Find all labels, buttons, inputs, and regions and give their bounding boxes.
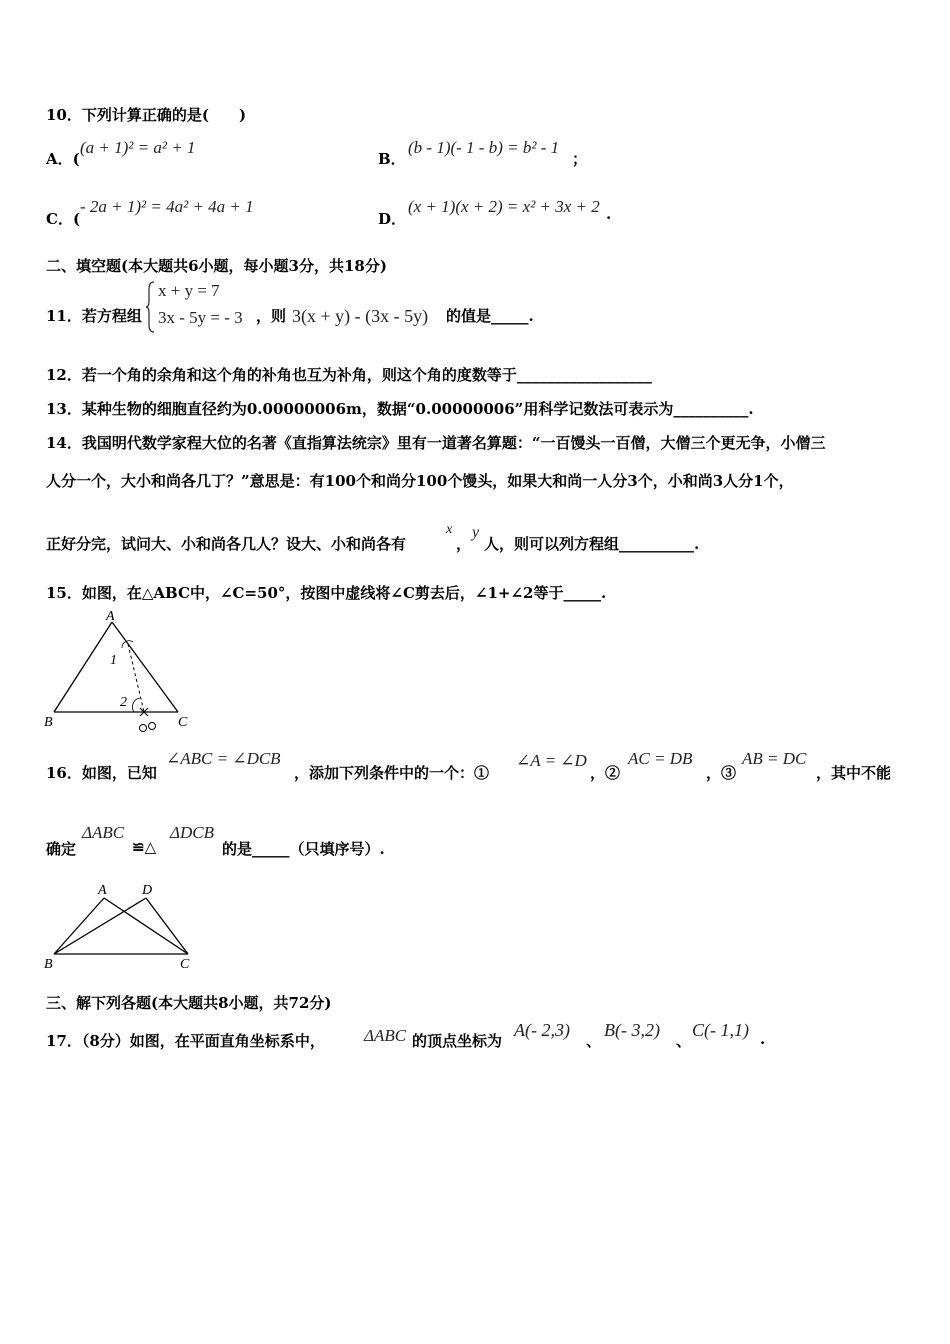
q15-label-b: B bbox=[44, 715, 53, 730]
q10-option-c-expr: - 2a + 1)² = 4a² + 4a + 1 bbox=[80, 197, 254, 216]
q14-var-x: x bbox=[446, 522, 453, 537]
q15-label-1: 1 bbox=[110, 653, 117, 668]
q16-condition-3: AB = DC bbox=[742, 749, 807, 768]
q16-sep-3: ，③ bbox=[706, 764, 737, 782]
q11-suffix: 的值是_____. bbox=[446, 307, 534, 325]
q14-line-1: 14．我国明代数学家程大位的名著《直指算法统宗》里有一道著名算题：“一百馒头一百僧，大僧三个更无争，小僧三 bbox=[46, 434, 826, 452]
q16-line2-a: 确定 bbox=[46, 840, 77, 858]
q14-var-y: y bbox=[472, 524, 480, 541]
q16-condition-2: AC = DB bbox=[628, 749, 693, 768]
q13-text: 13．某种生物的细胞直径约为0.00000006m，数据“0.00000006”用科学记数法可表示为__________. bbox=[46, 400, 754, 418]
q17-point-b: B(- 3,2) bbox=[604, 1020, 660, 1040]
q15-label-2: 2 bbox=[120, 695, 127, 710]
q14-line-2: 人分一个，大小和尚各几丁？”意思是：有100个和尚分100个馒头，如果大和尚一人分3个，小和尚3人分1个， bbox=[46, 472, 794, 490]
q17-sep-1: 、 bbox=[586, 1032, 602, 1050]
q10-option-a-expr: (a + 1)² = a² + 1 bbox=[80, 138, 196, 157]
q10-stem: 10．下列计算正确的是( ) bbox=[46, 106, 247, 124]
q14-line-3a: 正好分完，试问大、小和尚各几人？设大、小和尚各有 bbox=[46, 535, 407, 553]
section-3-heading: 三、解下列各题(本大题共8小题，共72分) bbox=[46, 994, 332, 1012]
q11-prefix: 11．若方程组 bbox=[46, 307, 142, 325]
q10-option-d-end: . bbox=[606, 205, 612, 223]
q17-end: . bbox=[760, 1030, 766, 1048]
q16-figure bbox=[40, 880, 200, 976]
q16-mid: ，添加下列条件中的一个：① bbox=[294, 764, 490, 782]
q16-label-b: B bbox=[44, 957, 53, 972]
q16-congruent: ≌△ bbox=[132, 838, 157, 856]
q10-option-b-label: B． bbox=[378, 150, 406, 168]
q11-brace bbox=[146, 281, 156, 333]
q16-prefix: 16．如图，已知 bbox=[46, 764, 157, 782]
q16-label-a: A bbox=[98, 883, 107, 898]
q16-triangle-1: ΔABC bbox=[82, 823, 125, 842]
q16-condition-1: ∠A = ∠D bbox=[516, 751, 587, 770]
q16-given: ∠ABC = ∠DCB bbox=[166, 749, 281, 768]
q10-option-c-label: C．( bbox=[46, 210, 81, 228]
q16-triangle-2: ΔDCB bbox=[170, 823, 214, 842]
q16-tail: ，其中不能 bbox=[816, 764, 892, 782]
q10-option-a-label: A．( bbox=[46, 150, 80, 168]
q10-option-d-label: D． bbox=[378, 210, 407, 228]
section-2-heading: 二、填空题(本大题共6小题，每小题3分，共18分) bbox=[46, 257, 387, 275]
q16-label-d: D bbox=[142, 883, 153, 898]
q16-label-c: C bbox=[180, 957, 190, 972]
q17-sep-2: 、 bbox=[676, 1032, 692, 1050]
q10-option-b-end: ； bbox=[572, 150, 588, 168]
q15-label-a: A bbox=[106, 609, 115, 624]
q10-option-a bbox=[46, 148, 80, 169]
q11-equation-2: 3x - 5y = - 3 bbox=[158, 308, 243, 327]
q11-equation-1: x + y = 7 bbox=[158, 281, 220, 300]
q17-prefix: 17．（8分）如图，在平面直角坐标系中， bbox=[46, 1032, 325, 1050]
q11-mid: ，则 bbox=[256, 307, 287, 325]
q11-expression: 3(x + y) - (3x - 5y) bbox=[292, 306, 429, 326]
q14-line-3b: 人，则可以列方程组__________. bbox=[484, 535, 700, 553]
q10-option-d-expr: (x + 1)(x + 2) = x² + 3x + 2 bbox=[408, 197, 600, 216]
q10-option-b-expr: (b - 1)(- 1 - b) = b² - 1 bbox=[408, 138, 560, 157]
q17-triangle: ΔABC bbox=[364, 1026, 407, 1045]
q15-text: 15．如图，在△ABC中，∠C=50°，按图中虚线将∠C剪去后，∠1+∠2等于_____. bbox=[46, 584, 607, 602]
q14-sep: ， bbox=[456, 535, 472, 553]
q15-label-c: C bbox=[178, 715, 188, 730]
q15-figure bbox=[40, 608, 200, 740]
q16-sep-2: ，② bbox=[590, 764, 621, 782]
q12-text: 12．若一个角的余角和这个角的补角也互为补角，则这个角的度数等于__________________ bbox=[46, 366, 652, 384]
q17-point-c: C(- 1,1) bbox=[692, 1020, 749, 1040]
q17-point-a: A(- 2,3) bbox=[514, 1020, 570, 1040]
q16-line2-b: 的是_____（只填序号）. bbox=[222, 840, 385, 858]
q17-mid: 的顶点坐标为 bbox=[412, 1032, 503, 1050]
